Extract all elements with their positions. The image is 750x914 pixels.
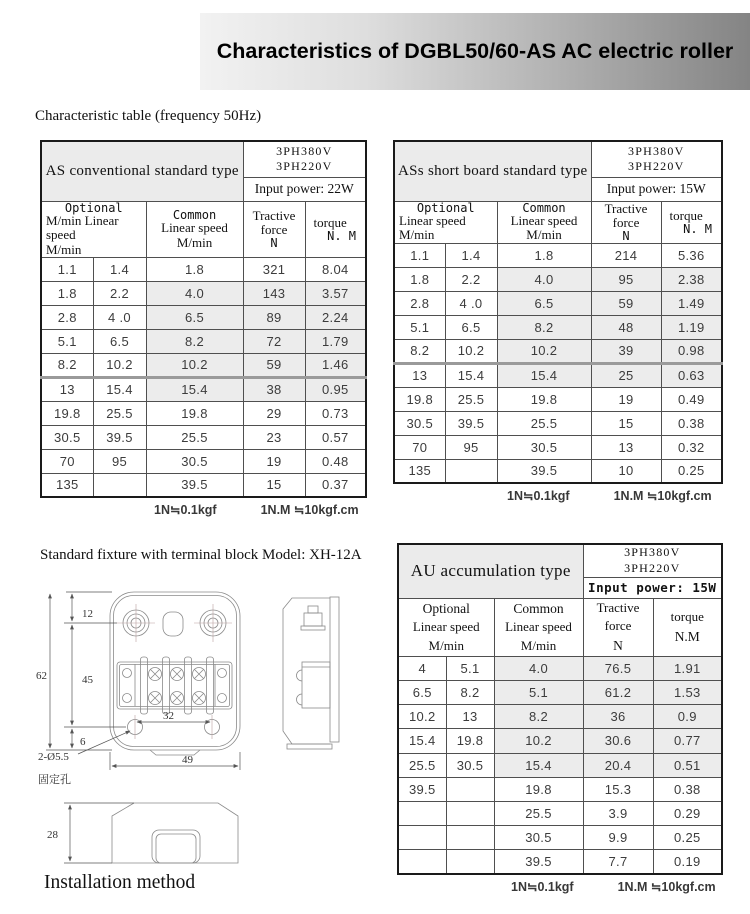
tractive-force-cell: 15: [591, 411, 661, 435]
input-power-cell: Input power: 22W: [243, 177, 366, 201]
optional-speed-2-cell: 30.5: [446, 753, 494, 777]
table-title: ASs short board standard type: [394, 141, 591, 201]
optional-speed-2-cell: 10.2: [445, 339, 497, 363]
optional-speed-2-cell: 39.5: [93, 425, 146, 449]
common-speed-cell: 8.2: [494, 705, 583, 729]
table-row: [398, 680, 722, 704]
optional-speed-1-cell: 15.4: [398, 729, 446, 753]
optional-speed-1-cell: [398, 826, 446, 850]
tractive-force-cell: 9.9: [583, 826, 653, 850]
table-row: [394, 315, 722, 339]
optional-speed-1-cell: 13: [41, 377, 93, 401]
tractive-force-cell: 321: [243, 257, 305, 281]
optional-speed-1-cell: 2.8: [41, 305, 93, 329]
tractive-force-cell: 48: [591, 315, 661, 339]
table-title: AU accumulation type: [398, 544, 583, 598]
torque-cell: 0.29: [653, 801, 722, 825]
dim-hole-label: 固定孔: [38, 774, 71, 786]
torque-cell: 0.9: [653, 705, 722, 729]
tractive-force-cell: 20.4: [583, 753, 653, 777]
optional-speed-1-cell: 30.5: [394, 411, 445, 435]
common-speed-cell: 19.8: [146, 401, 243, 425]
table-row: [41, 257, 366, 281]
common-column-header: Common Linear speed M/min: [146, 201, 243, 257]
common-speed-cell: 10.2: [146, 353, 243, 377]
optional-speed-2-cell: 19.8: [446, 729, 494, 753]
optional-speed-2-cell: [93, 473, 146, 497]
table-row: [398, 753, 722, 777]
torque-cell: 0.25: [653, 826, 722, 850]
screw-post-right: [194, 604, 232, 642]
table-row: [394, 291, 722, 315]
torque-cell: 1.49: [661, 291, 722, 315]
tractive-force-cell: 19: [243, 449, 305, 473]
common-speed-cell: 25.5: [497, 411, 591, 435]
voltage-cell: 3PH380V 3PH220V: [591, 141, 722, 177]
optional-speed-2-cell: 25.5: [93, 401, 146, 425]
torque-cell: 5.36: [661, 243, 722, 267]
dim-62: 62: [36, 670, 47, 682]
common-speed-cell: 10.2: [494, 729, 583, 753]
table-row: [394, 411, 722, 435]
tractive-force-cell: 23: [243, 425, 305, 449]
optional-speed-1-cell: [398, 801, 446, 825]
optional-speed-1-cell: 39.5: [398, 777, 446, 801]
tractive-force-cell: 36: [583, 705, 653, 729]
optional-speed-2-cell: [446, 850, 494, 874]
optional-speed-2-cell: 95: [445, 435, 497, 459]
torque-cell: 0.37: [305, 473, 366, 497]
as-conventional-table-wrap: [40, 140, 365, 517]
common-speed-cell: 30.5: [497, 435, 591, 459]
screw-post-left: [117, 604, 155, 642]
table-row: [41, 281, 366, 305]
torque-cell: 1.19: [661, 315, 722, 339]
optional-speed-2-cell: 15.4: [445, 363, 497, 387]
optional-speed-1-cell: 1.8: [41, 281, 93, 305]
table-row: [41, 377, 366, 401]
table-row: [41, 401, 366, 425]
tractive-force-cell: 25: [591, 363, 661, 387]
optional-speed-2-cell: 2.2: [445, 267, 497, 291]
au-accumulation-table-wrap: [397, 543, 721, 894]
table-row: [41, 329, 366, 353]
torque-cell: 1.53: [653, 680, 722, 704]
optional-speed-1-cell: 8.2: [41, 353, 93, 377]
dim-hole-note: 2-Ø5.5: [38, 751, 69, 763]
tractive-force-cell: 3.9: [583, 801, 653, 825]
torque-cell: 2.24: [305, 305, 366, 329]
page-title: Characteristics of DGBL50/60-AS AC electric roller: [216, 39, 734, 63]
optional-speed-1-cell: 30.5: [41, 425, 93, 449]
dim-12: 12: [82, 608, 93, 620]
center-boss: [163, 612, 183, 636]
common-speed-cell: 30.5: [494, 826, 583, 850]
table-body: [394, 243, 722, 483]
optional-speed-1-cell: 70: [41, 449, 93, 473]
tractive-force-cell: 38: [243, 377, 305, 401]
tractive-force-cell: 214: [591, 243, 661, 267]
table-row: [394, 267, 722, 291]
table-row: [398, 850, 722, 874]
common-column-header: Common Linear speed M/min: [494, 598, 583, 656]
optional-speed-2-cell: [445, 459, 497, 483]
table-row: [41, 473, 366, 497]
optional-speed-1-cell: 5.1: [394, 315, 445, 339]
fixture-bottom-view: [112, 803, 238, 863]
table-row: [398, 656, 722, 680]
torque-cell: 0.49: [661, 387, 722, 411]
tractive-force-cell: 29: [243, 401, 305, 425]
common-speed-cell: 8.2: [497, 315, 591, 339]
torque-cell: 0.25: [661, 459, 722, 483]
tractive-force-column-header: Tractive force N: [243, 201, 305, 257]
unit-notes: 1N≒0.1kgf 1N.M ≒10kgf.cm: [507, 489, 712, 504]
common-speed-cell: 4.0: [494, 656, 583, 680]
header-banner: [200, 13, 750, 90]
input-power-cell: Input power: 15W: [591, 177, 722, 201]
optional-column-header: Optional Linear speed M/min: [394, 201, 497, 243]
optional-speed-2-cell: 5.1: [446, 656, 494, 680]
optional-speed-1-cell: 25.5: [398, 753, 446, 777]
torque-cell: 0.73: [305, 401, 366, 425]
tractive-force-cell: 89: [243, 305, 305, 329]
unit-notes: 1N≒0.1kgf 1N.M ≒10kgf.cm: [511, 879, 716, 894]
tractive-force-cell: 15: [243, 473, 305, 497]
table-row: [394, 387, 722, 411]
table-row: [398, 801, 722, 825]
optional-speed-1-cell: 2.8: [394, 291, 445, 315]
tractive-force-cell: 61.2: [583, 680, 653, 704]
torque-cell: 1.46: [305, 353, 366, 377]
depth-dimension: [64, 803, 134, 863]
table-body: [398, 656, 722, 874]
dim-45: 45: [82, 674, 93, 686]
optional-speed-2-cell: 6.5: [445, 315, 497, 339]
table-row: [394, 459, 722, 483]
optional-speed-2-cell: 8.2: [446, 680, 494, 704]
optional-speed-1-cell: 4: [398, 656, 446, 680]
torque-column-header: torque N. M: [661, 201, 722, 243]
optional-speed-1-cell: 70: [394, 435, 445, 459]
as-conventional-table: [40, 140, 367, 498]
optional-speed-1-cell: [398, 850, 446, 874]
common-speed-cell: 39.5: [146, 473, 243, 497]
torque-cell: 0.63: [661, 363, 722, 387]
ass-short-board-table: [393, 140, 723, 484]
au-accumulation-table: [397, 543, 723, 875]
terminal-block: [117, 657, 232, 714]
table-row: [394, 363, 722, 387]
tractive-force-cell: 72: [243, 329, 305, 353]
optional-speed-2-cell: 1.4: [445, 243, 497, 267]
voltage-cell: 3PH380V 3PH220V: [583, 544, 722, 577]
table-row: [398, 777, 722, 801]
ass-short-board-table-wrap: [393, 140, 721, 503]
optional-speed-2-cell: 10.2: [93, 353, 146, 377]
common-speed-cell: 15.4: [497, 363, 591, 387]
common-speed-cell: 30.5: [146, 449, 243, 473]
optional-speed-1-cell: 6.5: [398, 680, 446, 704]
common-speed-cell: 1.8: [146, 257, 243, 281]
optional-speed-2-cell: 25.5: [445, 387, 497, 411]
common-speed-cell: 19.8: [494, 777, 583, 801]
optional-speed-2-cell: 4 .0: [445, 291, 497, 315]
optional-speed-1-cell: 135: [41, 473, 93, 497]
torque-column-header: torque N.M: [653, 598, 722, 656]
fixture-front-view: [110, 592, 240, 755]
torque-cell: 0.32: [661, 435, 722, 459]
tractive-force-cell: 59: [243, 353, 305, 377]
tractive-force-cell: 10: [591, 459, 661, 483]
table-row: [41, 305, 366, 329]
table-title: AS conventional standard type: [41, 141, 243, 201]
torque-cell: 8.04: [305, 257, 366, 281]
tractive-force-cell: 76.5: [583, 656, 653, 680]
common-speed-cell: 25.5: [494, 801, 583, 825]
common-speed-cell: 6.5: [146, 305, 243, 329]
table-row: [398, 826, 722, 850]
optional-speed-1-cell: 1.1: [394, 243, 445, 267]
torque-cell: 0.38: [661, 411, 722, 435]
common-speed-cell: 25.5: [146, 425, 243, 449]
optional-speed-1-cell: 8.2: [394, 339, 445, 363]
optional-speed-2-cell: [446, 801, 494, 825]
optional-column-header: Optional M/min Linear speed M/min: [41, 201, 146, 257]
optional-speed-1-cell: 10.2: [398, 705, 446, 729]
common-speed-cell: 39.5: [497, 459, 591, 483]
torque-cell: 2.38: [661, 267, 722, 291]
torque-cell: 1.91: [653, 656, 722, 680]
optional-speed-1-cell: 13: [394, 363, 445, 387]
dim-28: 28: [47, 829, 58, 841]
characteristic-table-caption: Characteristic table (frequency 50Hz): [35, 108, 262, 124]
optional-speed-1-cell: 1.1: [41, 257, 93, 281]
optional-speed-1-cell: 19.8: [41, 401, 93, 425]
optional-speed-2-cell: [446, 826, 494, 850]
optional-speed-1-cell: 135: [394, 459, 445, 483]
optional-speed-2-cell: [446, 777, 494, 801]
terminal-screws: [149, 668, 206, 705]
optional-speed-2-cell: 39.5: [445, 411, 497, 435]
torque-cell: 0.19: [653, 850, 722, 874]
optional-speed-1-cell: 5.1: [41, 329, 93, 353]
optional-speed-2-cell: 1.4: [93, 257, 146, 281]
dim-6: 6: [80, 736, 86, 748]
optional-speed-2-cell: 6.5: [93, 329, 146, 353]
tractive-force-cell: 30.6: [583, 729, 653, 753]
common-speed-cell: 8.2: [146, 329, 243, 353]
table-row: [398, 705, 722, 729]
torque-cell: 0.98: [661, 339, 722, 363]
optional-speed-2-cell: 13: [446, 705, 494, 729]
table-row: [394, 435, 722, 459]
tractive-force-cell: 39: [591, 339, 661, 363]
fixture-technical-drawing: [20, 568, 390, 908]
optional-speed-2-cell: 2.2: [93, 281, 146, 305]
voltage-cell: 3PH380V 3PH220V: [243, 141, 366, 177]
table-row: [41, 449, 366, 473]
common-speed-cell: 6.5: [497, 291, 591, 315]
torque-cell: 0.51: [653, 753, 722, 777]
tractive-force-cell: 15.3: [583, 777, 653, 801]
input-power-cell: Input power: 15W: [583, 577, 722, 598]
dim-49: 49: [182, 754, 193, 766]
table-row: [398, 729, 722, 753]
torque-cell: 1.79: [305, 329, 366, 353]
optional-column-header: Optional Linear speed M/min: [398, 598, 494, 656]
tractive-force-cell: 59: [591, 291, 661, 315]
dim-32: 32: [163, 710, 174, 722]
common-speed-cell: 10.2: [497, 339, 591, 363]
torque-cell: 0.38: [653, 777, 722, 801]
torque-cell: 0.77: [653, 729, 722, 753]
common-column-header: Common Linear speed M/min: [497, 201, 591, 243]
table-row: [41, 353, 366, 377]
tractive-force-cell: 13: [591, 435, 661, 459]
torque-column-header: torque N. M: [305, 201, 366, 257]
fixture-side-view: [283, 597, 339, 749]
table-row: [394, 339, 722, 363]
common-speed-cell: 15.4: [494, 753, 583, 777]
tractive-force-cell: 95: [591, 267, 661, 291]
optional-speed-1-cell: 19.8: [394, 387, 445, 411]
installation-method-caption: Installation method: [44, 872, 196, 893]
table-body: [41, 257, 366, 497]
optional-speed-2-cell: 4 .0: [93, 305, 146, 329]
torque-cell: 3.57: [305, 281, 366, 305]
torque-cell: 0.57: [305, 425, 366, 449]
tractive-force-cell: 143: [243, 281, 305, 305]
common-speed-cell: 4.0: [146, 281, 243, 305]
common-speed-cell: 19.8: [497, 387, 591, 411]
common-speed-cell: 5.1: [494, 680, 583, 704]
torque-cell: 0.95: [305, 377, 366, 401]
table-row: [41, 425, 366, 449]
tractive-force-column-header: Tractive force N: [591, 201, 661, 243]
torque-cell: 0.48: [305, 449, 366, 473]
optional-speed-2-cell: 15.4: [93, 377, 146, 401]
common-speed-cell: 39.5: [494, 850, 583, 874]
table-row: [394, 243, 722, 267]
unit-notes: 1N≒0.1kgf 1N.M ≒10kgf.cm: [154, 503, 359, 518]
fixture-caption: Standard fixture with terminal block Model: XH-12A: [40, 547, 362, 563]
optional-speed-2-cell: 95: [93, 449, 146, 473]
tractive-force-cell: 7.7: [583, 850, 653, 874]
common-speed-cell: 4.0: [497, 267, 591, 291]
tractive-force-column-header: Tractive force N: [583, 598, 653, 656]
tractive-force-cell: 19: [591, 387, 661, 411]
common-speed-cell: 1.8: [497, 243, 591, 267]
optional-speed-1-cell: 1.8: [394, 267, 445, 291]
common-speed-cell: 15.4: [146, 377, 243, 401]
